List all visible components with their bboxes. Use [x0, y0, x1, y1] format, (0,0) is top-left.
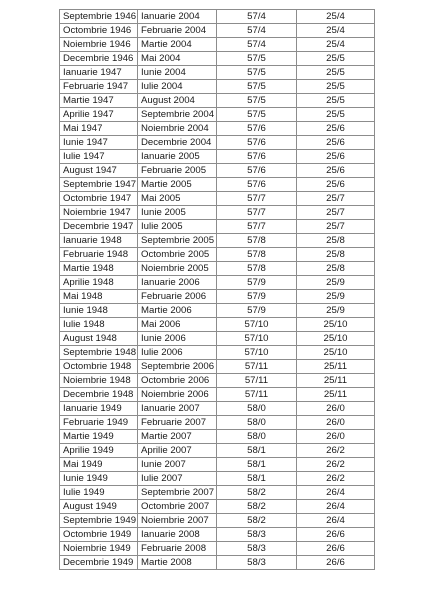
birth-month-cell: Iunie 1947 — [60, 136, 138, 150]
age-cell: 58/3 — [217, 528, 297, 542]
retirement-month-cell: Martie 2004 — [138, 38, 217, 52]
table-body — [60, 10, 375, 570]
contribution-cell: 26/4 — [297, 500, 375, 514]
contribution-cell: 25/11 — [297, 374, 375, 388]
birth-month-cell: Decembrie 1948 — [60, 388, 138, 402]
table-row — [60, 346, 375, 360]
table-row — [60, 514, 375, 528]
birth-month-cell: Septembrie 1946 — [60, 10, 138, 24]
contribution-cell: 25/10 — [297, 346, 375, 360]
age-cell: 58/1 — [217, 458, 297, 472]
retirement-month-cell: Ianuarie 2006 — [138, 276, 217, 290]
retirement-month-cell: Septembrie 2007 — [138, 486, 217, 500]
table-row — [60, 290, 375, 304]
retirement-month-cell: Ianuarie 2004 — [138, 10, 217, 24]
retirement-month-cell: Noiembrie 2007 — [138, 514, 217, 528]
age-cell: 58/2 — [217, 514, 297, 528]
age-cell: 57/8 — [217, 234, 297, 248]
birth-month-cell: Iulie 1949 — [60, 486, 138, 500]
contribution-cell: 25/9 — [297, 290, 375, 304]
birth-month-cell: Octombrie 1948 — [60, 360, 138, 374]
birth-month-cell: Octombrie 1947 — [60, 192, 138, 206]
retirement-month-cell: Iulie 2005 — [138, 220, 217, 234]
contribution-cell: 26/4 — [297, 514, 375, 528]
age-cell: 57/4 — [217, 38, 297, 52]
contribution-cell: 25/7 — [297, 192, 375, 206]
age-cell: 58/1 — [217, 472, 297, 486]
contribution-cell: 25/5 — [297, 52, 375, 66]
contribution-cell: 25/8 — [297, 248, 375, 262]
age-cell: 57/7 — [217, 206, 297, 220]
age-cell: 57/11 — [217, 374, 297, 388]
document-page — [59, 9, 374, 570]
birth-month-cell: Decembrie 1947 — [60, 220, 138, 234]
table-row — [60, 220, 375, 234]
table-row — [60, 10, 375, 24]
birth-month-cell: Octombrie 1949 — [60, 528, 138, 542]
birth-month-cell: August 1949 — [60, 500, 138, 514]
table-row — [60, 192, 375, 206]
table-row — [60, 52, 375, 66]
contribution-cell: 25/9 — [297, 304, 375, 318]
table-row — [60, 542, 375, 556]
retirement-month-cell: Iulie 2006 — [138, 346, 217, 360]
contribution-cell: 25/6 — [297, 178, 375, 192]
birth-month-cell: Februarie 1947 — [60, 80, 138, 94]
table-row — [60, 206, 375, 220]
retirement-month-cell: Ianuarie 2007 — [138, 402, 217, 416]
contribution-cell: 26/6 — [297, 528, 375, 542]
retirement-month-cell: Iunie 2004 — [138, 66, 217, 80]
age-cell: 58/0 — [217, 416, 297, 430]
age-cell: 57/10 — [217, 346, 297, 360]
retirement-month-cell: Martie 2006 — [138, 304, 217, 318]
retirement-month-cell: Aprilie 2007 — [138, 444, 217, 458]
table-row — [60, 430, 375, 444]
retirement-month-cell: Octombrie 2007 — [138, 500, 217, 514]
table-row — [60, 388, 375, 402]
birth-month-cell: Februarie 1948 — [60, 248, 138, 262]
birth-month-cell: Octombrie 1946 — [60, 24, 138, 38]
table-row — [60, 24, 375, 38]
birth-month-cell: Mai 1949 — [60, 458, 138, 472]
table-row — [60, 94, 375, 108]
table-row — [60, 374, 375, 388]
age-cell: 58/0 — [217, 430, 297, 444]
birth-month-cell: Noiembrie 1948 — [60, 374, 138, 388]
birth-month-cell: Aprilie 1948 — [60, 276, 138, 290]
retirement-month-cell: Februarie 2006 — [138, 290, 217, 304]
contribution-cell: 25/8 — [297, 262, 375, 276]
age-cell: 57/8 — [217, 262, 297, 276]
contribution-cell: 25/6 — [297, 122, 375, 136]
table-row — [60, 38, 375, 52]
contribution-cell: 25/7 — [297, 220, 375, 234]
retirement-month-cell: Noiembrie 2006 — [138, 388, 217, 402]
contribution-cell: 25/4 — [297, 10, 375, 24]
age-cell: 57/4 — [217, 10, 297, 24]
age-cell: 57/9 — [217, 304, 297, 318]
contribution-cell: 25/6 — [297, 164, 375, 178]
contribution-cell: 25/11 — [297, 360, 375, 374]
birth-month-cell: Noiembrie 1946 — [60, 38, 138, 52]
table-row — [60, 318, 375, 332]
age-cell: 57/5 — [217, 94, 297, 108]
retirement-month-cell: Mai 2004 — [138, 52, 217, 66]
age-cell: 57/8 — [217, 248, 297, 262]
age-cell: 57/7 — [217, 192, 297, 206]
retirement-month-cell: Ianuarie 2005 — [138, 150, 217, 164]
birth-month-cell: Mai 1947 — [60, 122, 138, 136]
birth-month-cell: August 1948 — [60, 332, 138, 346]
retirement-month-cell: Septembrie 2006 — [138, 360, 217, 374]
age-cell: 57/9 — [217, 276, 297, 290]
age-cell: 57/5 — [217, 52, 297, 66]
age-cell: 58/3 — [217, 542, 297, 556]
retirement-month-cell: Ianuarie 2008 — [138, 528, 217, 542]
contribution-cell: 26/6 — [297, 556, 375, 570]
contribution-cell: 25/11 — [297, 388, 375, 402]
age-cell: 57/11 — [217, 360, 297, 374]
age-cell: 57/6 — [217, 164, 297, 178]
contribution-cell: 25/6 — [297, 136, 375, 150]
retirement-month-cell: Noiembrie 2005 — [138, 262, 217, 276]
age-cell: 57/5 — [217, 80, 297, 94]
table-row — [60, 276, 375, 290]
age-cell: 57/10 — [217, 332, 297, 346]
birth-month-cell: Decembrie 1949 — [60, 556, 138, 570]
age-cell: 57/6 — [217, 136, 297, 150]
age-cell: 58/1 — [217, 444, 297, 458]
table-row — [60, 80, 375, 94]
retirement-schedule-table — [59, 9, 375, 570]
retirement-month-cell: Martie 2007 — [138, 430, 217, 444]
contribution-cell: 26/6 — [297, 542, 375, 556]
age-cell: 57/10 — [217, 318, 297, 332]
table-row — [60, 332, 375, 346]
table-row — [60, 402, 375, 416]
age-cell: 57/5 — [217, 108, 297, 122]
table-row — [60, 486, 375, 500]
retirement-month-cell: Mai 2006 — [138, 318, 217, 332]
age-cell: 58/0 — [217, 402, 297, 416]
retirement-month-cell: Iunie 2005 — [138, 206, 217, 220]
birth-month-cell: Ianuarie 1949 — [60, 402, 138, 416]
age-cell: 57/9 — [217, 290, 297, 304]
table-row — [60, 416, 375, 430]
retirement-month-cell: Februarie 2004 — [138, 24, 217, 38]
contribution-cell: 25/7 — [297, 206, 375, 220]
age-cell: 57/6 — [217, 150, 297, 164]
table-row — [60, 66, 375, 80]
contribution-cell: 25/5 — [297, 66, 375, 80]
retirement-month-cell: August 2004 — [138, 94, 217, 108]
age-cell: 57/11 — [217, 388, 297, 402]
birth-month-cell: Iunie 1948 — [60, 304, 138, 318]
table-row — [60, 234, 375, 248]
contribution-cell: 25/10 — [297, 332, 375, 346]
retirement-month-cell: Iunie 2007 — [138, 458, 217, 472]
table-row — [60, 528, 375, 542]
retirement-month-cell: Iulie 2007 — [138, 472, 217, 486]
contribution-cell: 25/5 — [297, 94, 375, 108]
contribution-cell: 26/0 — [297, 402, 375, 416]
birth-month-cell: Martie 1949 — [60, 430, 138, 444]
age-cell: 57/4 — [217, 24, 297, 38]
table-row — [60, 444, 375, 458]
retirement-month-cell: Februarie 2008 — [138, 542, 217, 556]
retirement-month-cell: Februarie 2005 — [138, 164, 217, 178]
birth-month-cell: Iulie 1947 — [60, 150, 138, 164]
birth-month-cell: Februarie 1949 — [60, 416, 138, 430]
contribution-cell: 25/4 — [297, 38, 375, 52]
table-row — [60, 556, 375, 570]
table-row — [60, 500, 375, 514]
table-row — [60, 164, 375, 178]
retirement-month-cell: Martie 2005 — [138, 178, 217, 192]
retirement-month-cell: Martie 2008 — [138, 556, 217, 570]
contribution-cell: 25/5 — [297, 80, 375, 94]
retirement-month-cell: Decembrie 2004 — [138, 136, 217, 150]
table-row — [60, 150, 375, 164]
contribution-cell: 25/6 — [297, 150, 375, 164]
table-row — [60, 458, 375, 472]
age-cell: 57/7 — [217, 220, 297, 234]
table-row — [60, 304, 375, 318]
table-row — [60, 248, 375, 262]
retirement-month-cell: Septembrie 2005 — [138, 234, 217, 248]
retirement-month-cell: Septembrie 2004 — [138, 108, 217, 122]
contribution-cell: 25/9 — [297, 276, 375, 290]
table-row — [60, 178, 375, 192]
birth-month-cell: Ianuarie 1947 — [60, 66, 138, 80]
contribution-cell: 25/4 — [297, 24, 375, 38]
table-row — [60, 360, 375, 374]
birth-month-cell: Iunie 1949 — [60, 472, 138, 486]
contribution-cell: 25/5 — [297, 108, 375, 122]
age-cell: 58/3 — [217, 556, 297, 570]
retirement-month-cell: Noiembrie 2004 — [138, 122, 217, 136]
table-row — [60, 262, 375, 276]
birth-month-cell: Iulie 1948 — [60, 318, 138, 332]
birth-month-cell: Martie 1947 — [60, 94, 138, 108]
contribution-cell: 26/2 — [297, 458, 375, 472]
age-cell: 57/6 — [217, 178, 297, 192]
birth-month-cell: Septembrie 1947 — [60, 178, 138, 192]
birth-month-cell: Septembrie 1949 — [60, 514, 138, 528]
birth-month-cell: August 1947 — [60, 164, 138, 178]
retirement-month-cell: Februarie 2007 — [138, 416, 217, 430]
contribution-cell: 26/4 — [297, 486, 375, 500]
retirement-month-cell: Mai 2005 — [138, 192, 217, 206]
birth-month-cell: Aprilie 1947 — [60, 108, 138, 122]
birth-month-cell: Martie 1948 — [60, 262, 138, 276]
retirement-month-cell: Octombrie 2005 — [138, 248, 217, 262]
birth-month-cell: Ianuarie 1948 — [60, 234, 138, 248]
retirement-month-cell: Iulie 2004 — [138, 80, 217, 94]
birth-month-cell: Decembrie 1946 — [60, 52, 138, 66]
birth-month-cell: Noiembrie 1947 — [60, 206, 138, 220]
contribution-cell: 26/2 — [297, 472, 375, 486]
table-row — [60, 122, 375, 136]
age-cell: 57/5 — [217, 66, 297, 80]
table-row — [60, 472, 375, 486]
table-row — [60, 136, 375, 150]
age-cell: 58/2 — [217, 500, 297, 514]
contribution-cell: 26/0 — [297, 430, 375, 444]
contribution-cell: 26/2 — [297, 444, 375, 458]
birth-month-cell: Aprilie 1949 — [60, 444, 138, 458]
retirement-month-cell: Octombrie 2006 — [138, 374, 217, 388]
table-row — [60, 108, 375, 122]
contribution-cell: 25/8 — [297, 234, 375, 248]
contribution-cell: 26/0 — [297, 416, 375, 430]
birth-month-cell: Mai 1948 — [60, 290, 138, 304]
contribution-cell: 25/10 — [297, 318, 375, 332]
age-cell: 58/2 — [217, 486, 297, 500]
retirement-month-cell: Iunie 2006 — [138, 332, 217, 346]
birth-month-cell: Septembrie 1948 — [60, 346, 138, 360]
age-cell: 57/6 — [217, 122, 297, 136]
birth-month-cell: Noiembrie 1949 — [60, 542, 138, 556]
